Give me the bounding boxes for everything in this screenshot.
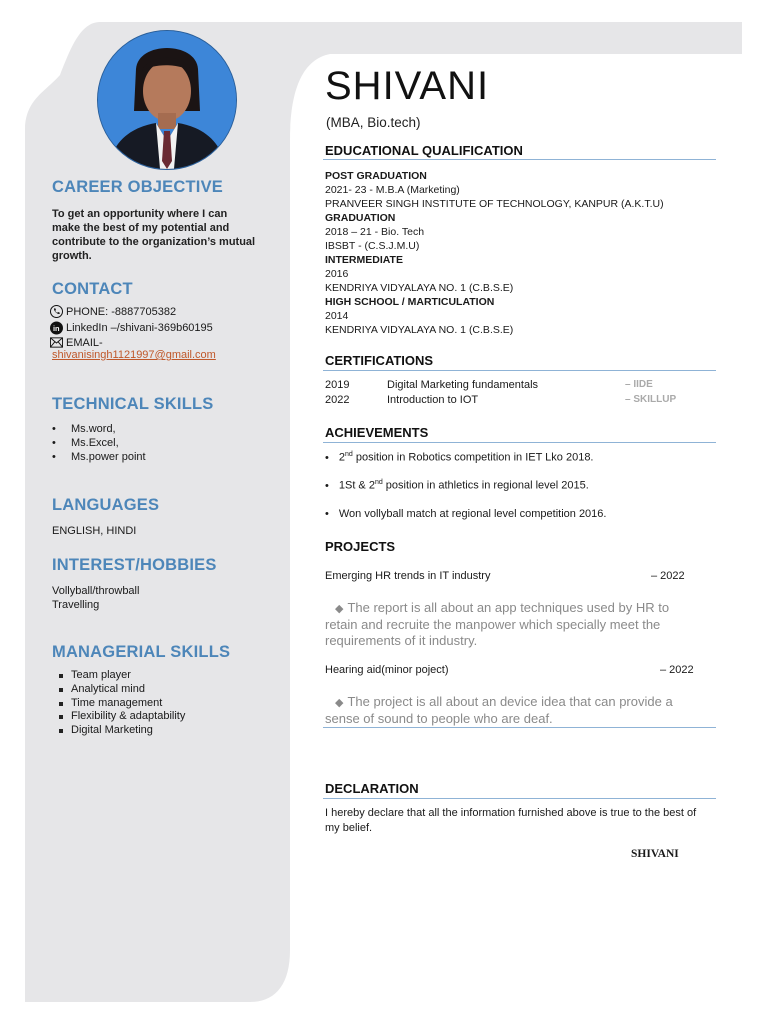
divider [323, 159, 716, 160]
svg-text:in: in [52, 323, 60, 333]
hs-institute: KENDRIYA VIDYALAYA NO. 1 (C.B.S.E) [325, 324, 514, 336]
hobby-item: Travelling [52, 599, 100, 611]
list-item: • Ms.Excel, [52, 436, 146, 450]
technical-skills-heading: TECHNICAL SKILLS [52, 395, 214, 413]
inter-title: INTERMEDIATE [325, 254, 403, 266]
achievement-item: • 1St & 2nd position in athletics in regional level 2015. [325, 479, 589, 492]
grad-institute: IBSBT - (C.S.J.M.U) [325, 240, 420, 252]
linkedin-icon [50, 321, 63, 334]
project-title: Emerging HR trends in IT industry [325, 570, 491, 582]
diamond-icon: ◆ [335, 603, 344, 615]
list-item: • Ms.power point [52, 450, 146, 464]
inter-institute: KENDRIYA VIDYALAYA NO. 1 (C.B.S.E) [325, 282, 514, 294]
linkedin-text[interactable]: LinkedIn –/shivani-369b60195 [66, 321, 213, 334]
candidate-degree: (MBA, Bio.tech) [326, 115, 421, 130]
divider [323, 442, 716, 443]
cert-year: 2019 [325, 379, 350, 391]
inter-year: 2016 [325, 268, 349, 280]
email-link[interactable]: shivanisingh1121997@gmail.com [52, 349, 216, 361]
profile-photo [97, 30, 237, 170]
languages-text: ENGLISH, HINDI [52, 525, 137, 537]
managerial-skills-list [57, 669, 185, 738]
hs-title: HIGH SCHOOL / MARTICULATION [325, 296, 495, 308]
achievement-item: • Won vollyball match at regional level competition 2016. [325, 508, 606, 520]
project-year: – 2022 [660, 664, 694, 676]
candidate-name: SHIVANI [325, 64, 490, 108]
list-item: Analytical mind [57, 683, 185, 697]
list-item: Digital Marketing [57, 724, 185, 738]
grad-year: 2018 – 21 - Bio. Tech [325, 226, 425, 238]
declaration-heading: DECLARATION [325, 781, 419, 796]
pg-year: 2021- 23 - M.B.A (Marketing) [325, 184, 460, 196]
cert-name: Digital Marketing fundamentals [387, 379, 539, 391]
hobby-item: Vollyball/throwball [52, 585, 140, 597]
certifications-heading: CERTIFICATIONS [325, 353, 434, 368]
list-item: • Ms.word, [52, 422, 146, 436]
linkedin-row [50, 321, 213, 334]
list-item: Time management [57, 697, 185, 711]
phone-row [50, 305, 176, 318]
pg-institute: PRANVEER SINGH INSTITUTE OF TECHNOLOGY, KANPUR (A.K.T.U) [325, 198, 664, 210]
divider [323, 370, 716, 371]
list-item: Team player [57, 669, 185, 683]
managerial-skills-heading: MANAGERIAL SKILLS [52, 643, 231, 661]
project-year: – 2022 [651, 570, 685, 582]
education-block [325, 169, 664, 337]
grad-title: GRADUATION [325, 212, 396, 224]
cert-name: Introduction to IOT [387, 394, 479, 406]
education-heading: EDUCATIONAL QUALIFICATION [325, 143, 523, 158]
pg-title: POST GRADUATION [325, 170, 427, 182]
declaration-text: I hereby declare that all the information furnished above is true to the best of my belief. [325, 807, 697, 834]
email-row [50, 336, 103, 349]
diamond-icon: ◆ [335, 697, 344, 709]
phone-icon [50, 305, 63, 318]
hs-year: 2014 [325, 310, 349, 322]
career-objective-text: To get an opportunity where I can make the best of my potential and contribute to the organization’s mutual growth. [52, 208, 256, 262]
cert-year: 2022 [325, 394, 350, 406]
email-label: EMAIL- [66, 336, 103, 349]
career-objective-heading: CAREER OBJECTIVE [52, 178, 223, 196]
cert-org: – IIDE [625, 379, 653, 390]
project-title: Hearing aid(minor poject) [325, 664, 449, 676]
contact-heading: CONTACT [52, 280, 133, 298]
languages-heading: LANGUAGES [52, 496, 160, 514]
phone-text: PHONE: -8887705382 [66, 305, 177, 318]
signature: SHIVANI [631, 848, 679, 860]
cert-org: – SKILLUP [625, 394, 677, 405]
achievements-heading: ACHIEVEMENTS [325, 425, 429, 440]
projects-heading: PROJECTS [325, 539, 396, 554]
achievement-item: • 2nd position in Robotics competition in IET Lko 2018. [325, 451, 594, 464]
interests-heading: INTEREST/HOBBIES [52, 556, 217, 574]
divider [323, 798, 716, 799]
divider [323, 727, 716, 728]
mail-icon [50, 336, 63, 349]
technical-skills-list [52, 422, 146, 464]
project-description: ◆ The project is all about an device idea that can provide a sense of sound to people who are deaf. [325, 694, 673, 726]
project-description: ◆ The report is all about an app techniques used by HR to retain and recruite the manpower which specially meet the requirements of it industry. [325, 600, 670, 648]
list-item: Flexibility & adaptability [57, 710, 185, 724]
